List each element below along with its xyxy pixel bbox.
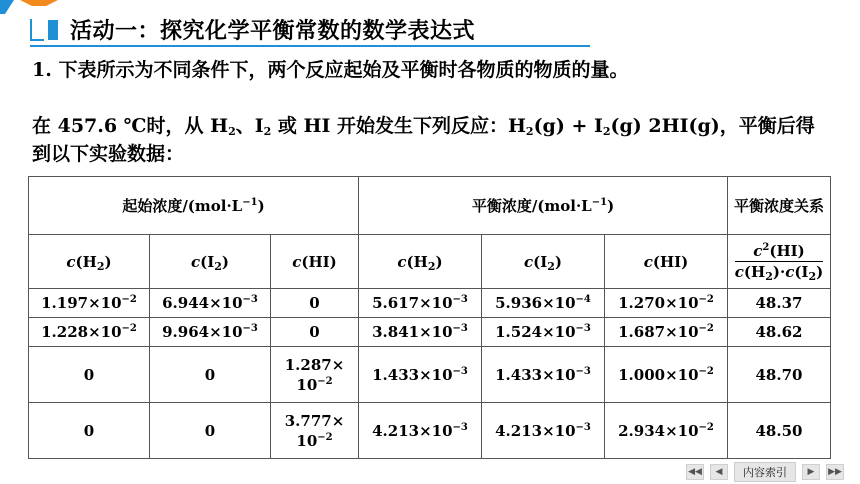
table-row: 0 0 3.777× $10^{-2}$ $4.213\times 10^{-3}$ $4.213\times 10^{-3}$ $2.934\times 10^{-2}$ 48.50: [29, 403, 831, 459]
table-row: 0 0 1.287× $10^{-2}$ $1.433\times 10^{-3}$ $1.433\times 10^{-3}$ $1.000\times 10^{-2}$ 48.70: [29, 347, 831, 403]
col-c-hi-initial: c(HI): [271, 235, 359, 289]
col-c-h2-initial: $c(H_2)$: [29, 235, 150, 289]
header-equilibrium-conc: 平衡浓度$/(mol\cdot L^{-1})$: [359, 177, 728, 235]
equilibrium-data-table: [28, 176, 831, 459]
intro-paragraph: 1. 下表所示为不同条件下，两个反应起始及平衡时各物质的物质的量。: [32, 59, 629, 81]
page-title: 活动一：探究化学平衡常数的数学表达式: [70, 19, 476, 44]
header-relation: 平衡浓度关系: [728, 177, 831, 235]
content-index-button[interactable]: 内容索引: [734, 462, 796, 482]
section-heading: [30, 14, 475, 45]
reaction-paragraph: 在 457.6 ℃时，从 $H_2$、$I_2$ 或 HI 开始发生下列反应：$H_2(g) + I_2(g)$ 2HI(g)，平衡后得到以下实验数据：: [32, 115, 815, 165]
table-row: $1.197\times 10^{-2}$ $6.944\times 10^{-3}$ 0 $5.617\times 10^{-3}$ $5.936\times 10^{-4}$ $1.270\times 10^{-2}$ 48.37: [29, 289, 831, 318]
col-c-h2-eq: $c(H_2)$: [359, 235, 482, 289]
next-page-icon[interactable]: ▶: [802, 464, 820, 480]
col-c-hi-eq: c(HI): [605, 235, 728, 289]
table-row: $1.228\times 10^{-2}$ $9.964\times 10^{-3}$ 0 $3.841\times 10^{-3}$ $1.524\times 10^{-3}$ $1.687\times 10^{-2}$ 48.62: [29, 318, 831, 347]
col-c-i2-initial: $c(I_2)$: [150, 235, 271, 289]
heading-underline: [30, 45, 590, 47]
first-page-icon[interactable]: ◀◀: [686, 464, 704, 480]
col-c-i2-eq: $c(I_2)$: [482, 235, 605, 289]
last-page-icon[interactable]: ▶▶: [826, 464, 844, 480]
heading-marker-icon: [30, 19, 44, 41]
heading-bar: [48, 20, 58, 40]
prev-page-icon[interactable]: ◀: [710, 464, 728, 480]
header-initial-conc: 起始浓度$/(mol\cdot L^{-1})$: [29, 177, 359, 235]
col-ratio-formula: $\frac{c^2(HI)}{c(H_2)\cdot c(I_2)}$: [728, 235, 831, 289]
slide-navigation: [686, 462, 844, 482]
